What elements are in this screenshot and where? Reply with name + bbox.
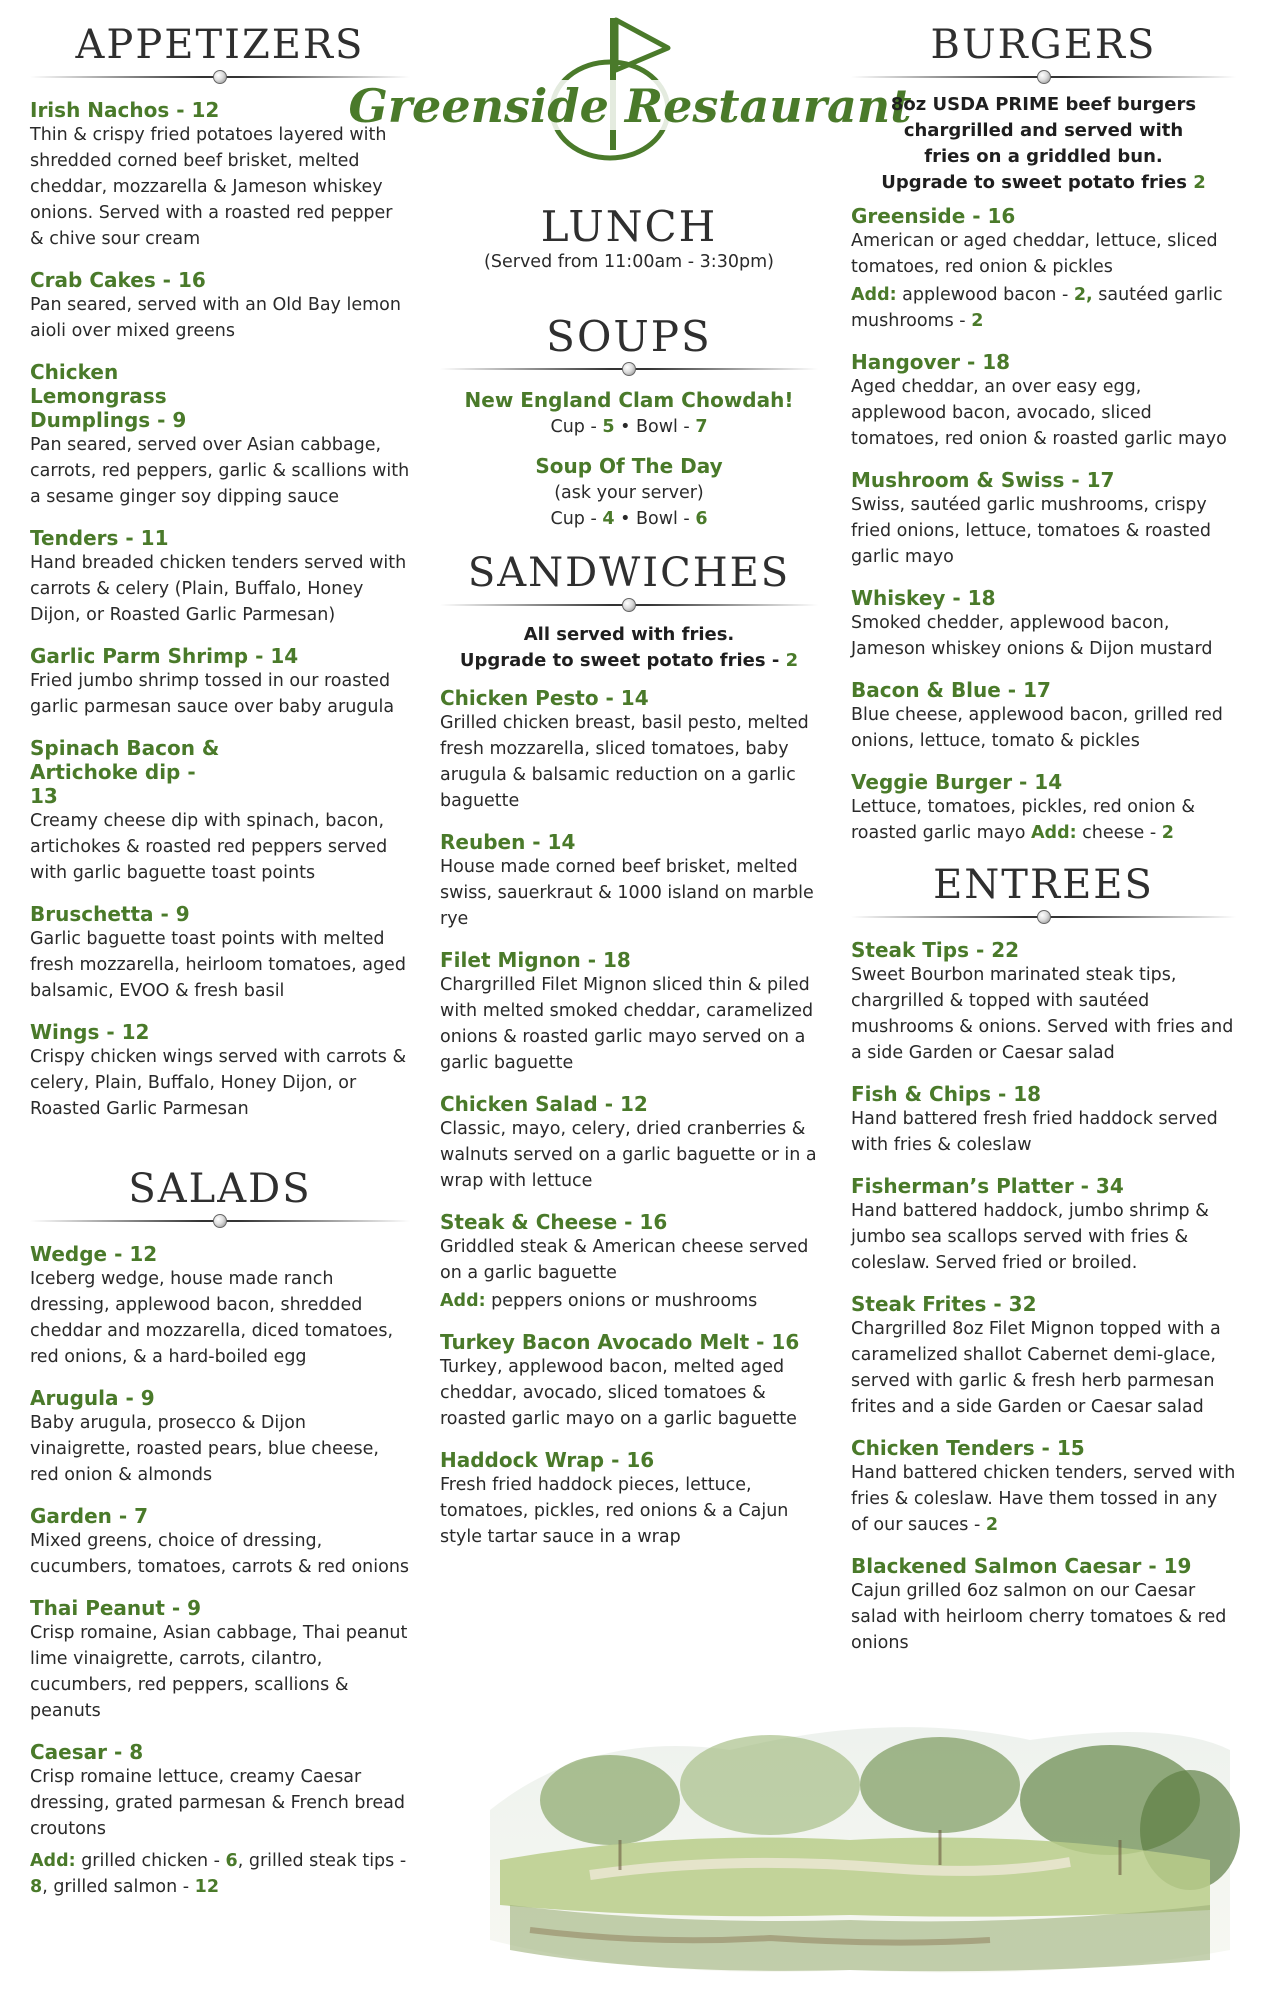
menu-item <box>440 830 818 932</box>
menu-item <box>30 360 410 510</box>
item-description: Iceberg wedge, house made ranch dressing, applewood bacon, shredded cheddar and mozzarella, diced tomatoes, red onions, & a hard-boiled egg <box>30 1269 394 1367</box>
item-description: Thin & crispy fried potatoes layered with shredded corned beef brisket, melted cheddar, mozzarella & Jameson whiskey onions. Served with a roasted red pepper & chive sour cream <box>30 125 393 249</box>
menu-item <box>440 1330 818 1432</box>
bowl-price: 6 <box>695 509 708 529</box>
item-description: Crisp romaine lettuce, creamy Caesar dressing, grated parmesan & French bread croutons <box>30 1767 405 1839</box>
item-name: Turkey Bacon Avocado Melt - 16 <box>440 1330 800 1354</box>
item-name: Bruschetta - 9 <box>30 902 190 926</box>
addon-label: Add: <box>30 1851 76 1871</box>
item-name: Arugula - 9 <box>30 1386 155 1410</box>
item-name: Blackened Salmon Caesar - 19 <box>851 1554 1192 1578</box>
middle-column <box>440 0 818 1566</box>
separator: • <box>614 509 636 529</box>
addon-price: 6 <box>225 1851 238 1871</box>
item-name: Tenders - 11 <box>30 526 169 550</box>
menu-item <box>851 1554 1236 1656</box>
golf-ball-icon <box>1037 70 1051 84</box>
item-description: Pan seared, served over Asian cabbage, carrots, red peppers, garlic & scallions with a sesame ginger soy dipping sauce <box>30 435 410 507</box>
menu-item <box>851 770 1236 846</box>
addon-text: sautéed garlic mushrooms - <box>851 285 1223 331</box>
addon-label: Add: <box>440 1291 486 1311</box>
item-description: Baby arugula, prosecco & Dijon vinaigrette, roasted pears, blue cheese, red onion & almonds <box>30 1413 379 1485</box>
addon-text: peppers onions or mushrooms <box>485 1291 758 1311</box>
item-description: Fresh fried haddock pieces, lettuce, tomatoes, pickles, red onions & a Cajun style tartar sauce in a wrap <box>440 1475 789 1547</box>
burgers-list <box>851 204 1236 846</box>
item-description: Cajun grilled 6oz salmon on our Caesar salad with heirloom cherry tomatoes & red onions <box>851 1581 1227 1653</box>
item-description: Garlic baguette toast points with melted fresh mozzarella, heirloom tomatoes, aged balsamic, EVOO & fresh basil <box>30 929 406 1001</box>
appetizers-list <box>30 98 410 1122</box>
golf-course-painting <box>470 1690 1240 1980</box>
item-description: Crispy chicken wings served with carrots & celery, Plain, Buffalo, Honey Dijon, or Roasted Garlic Parmesan <box>30 1047 407 1119</box>
item-description: Fried jumbo shrimp tossed in our roasted garlic parmesan sauce over baby arugula <box>30 671 395 717</box>
item-description: Smoked chedder, applewood bacon, Jameson whiskey onions & Dijon mustard <box>851 613 1213 659</box>
item-name: Spinach Bacon & Artichoke dip - 13 <box>30 736 220 808</box>
menu-item <box>440 1210 818 1314</box>
item-name: Reuben - 14 <box>440 830 576 854</box>
golf-ball-icon <box>622 362 636 376</box>
section-divider <box>440 598 818 612</box>
soup-note: (ask your server) <box>554 483 704 503</box>
burger-note <box>851 92 1236 196</box>
item-addon <box>440 1288 818 1314</box>
cup-price: 4 <box>602 509 615 529</box>
section-divider <box>851 910 1236 924</box>
soup-prices <box>440 506 818 532</box>
menu-item <box>851 1082 1236 1158</box>
item-name: Whiskey - 18 <box>851 586 996 610</box>
item-name: Caesar - 8 <box>30 1740 144 1764</box>
section-divider <box>30 1214 410 1228</box>
item-description: Turkey, applewood bacon, melted aged cheddar, avocado, sliced tomatoes & roasted garlic mayo on a garlic baguette <box>440 1357 797 1429</box>
item-name: Mushroom & Swiss - 17 <box>851 468 1115 492</box>
menu-item <box>30 902 410 1004</box>
menu-item <box>440 686 818 814</box>
sandwiches-list <box>440 686 818 1550</box>
menu-item <box>851 1436 1236 1538</box>
separator: • <box>614 417 636 437</box>
item-description: Hand battered haddock, jumbo shrimp & jumbo sea scallops served with fries & coleslaw. Served fried or broiled. <box>851 1201 1209 1273</box>
item-name: Steak & Cheese - 16 <box>440 1210 668 1234</box>
item-description: American or aged cheddar, lettuce, sliced tomatoes, red onion & pickles <box>851 231 1218 277</box>
item-name: Bacon & Blue - 17 <box>851 678 1051 702</box>
cup-label: Cup - <box>550 417 603 437</box>
menu-item <box>440 1092 818 1194</box>
item-name: Steak Tips - 22 <box>851 938 1020 962</box>
desc-text: Lettuce, tomatoes, pickles, red onion & roasted garlic mayo <box>851 797 1195 843</box>
golf-ball-icon <box>213 70 227 84</box>
menu-item <box>851 678 1236 754</box>
menu-item <box>30 1242 410 1370</box>
desc-text: Hand battered chicken tenders, served with fries & coleslaw. Have them tossed in any of our sauces - <box>851 1463 1236 1535</box>
menu-item <box>30 644 410 720</box>
item-description: Crisp romaine, Asian cabbage, Thai peanut lime vinaigrette, carrots, cilantro, cucumbers, red peppers, scallions & peanuts <box>30 1623 408 1721</box>
item-name: Thai Peanut - 9 <box>30 1596 202 1620</box>
item-name: Wings - 12 <box>30 1020 150 1044</box>
addon-text: grilled chicken - <box>81 1851 226 1871</box>
menu-item <box>30 736 410 886</box>
section-divider <box>440 362 818 376</box>
item-description: Chargrilled Filet Mignon sliced thin & piled with melted smoked cheddar, caramelized onions & roasted garlic mayo served on a garlic baguette <box>440 975 814 1073</box>
item-description: Aged cheddar, an over easy egg, applewood bacon, avocado, sliced tomatoes, red onion & roasted garlic mayo <box>851 377 1227 449</box>
soups-heading: SOUPS <box>546 312 712 361</box>
item-name: Fisherman’s Platter - 34 <box>851 1174 1124 1198</box>
note-line: Upgrade to sweet potato fries - <box>459 650 786 671</box>
menu-item <box>440 948 818 1076</box>
addon-price: 12 <box>194 1877 219 1897</box>
burgers-heading: BURGERS <box>930 22 1157 68</box>
item-description: House made corned beef brisket, melted swiss, sauerkraut & 1000 island on marble rye <box>440 857 814 929</box>
menu-item <box>851 204 1236 334</box>
bowl-price: 7 <box>695 417 708 437</box>
soup-name: New England Clam Chowdah! <box>464 388 794 412</box>
salad-addons <box>30 1848 410 1900</box>
menu-item <box>851 1174 1236 1276</box>
menu-item <box>30 268 410 344</box>
item-name: Chicken Salad - 12 <box>440 1092 648 1116</box>
item-name: Crab Cakes - 16 <box>30 268 206 292</box>
section-divider <box>851 70 1236 84</box>
salads-heading: SALADS <box>128 1166 312 1212</box>
item-description: Grilled chicken breast, basil pesto, melted fresh mozzarella, sliced tomatoes, baby arugula & balsamic reduction on a garlic baguette <box>440 713 809 811</box>
menu-item <box>30 526 410 628</box>
addon-label: Add: <box>851 285 897 305</box>
item-name: Irish Nachos - 12 <box>30 98 220 122</box>
appetizers-heading: APPETIZERS <box>75 22 365 68</box>
addon-label: Add: <box>1031 823 1077 843</box>
menu-item <box>30 1740 410 1842</box>
menu-item <box>440 1448 818 1550</box>
item-addon <box>851 282 1236 334</box>
addon-text: , grilled steak tips - <box>237 1851 407 1871</box>
menu-item <box>30 1020 410 1122</box>
lunch-heading: LUNCH <box>540 202 718 251</box>
item-description: Pan seared, served with an Old Bay lemon aioli over mixed greens <box>30 295 401 341</box>
left-column <box>30 0 410 1900</box>
cup-price: 5 <box>602 417 615 437</box>
golf-ball-icon <box>213 1214 227 1228</box>
lunch-hours: (Served from 11:00am - 3:30pm) <box>484 252 774 272</box>
menu-item <box>30 1596 410 1724</box>
item-name: Wedge - 12 <box>30 1242 158 1266</box>
cup-label: Cup - <box>550 509 603 529</box>
addon-text: applewood bacon - <box>896 285 1074 305</box>
item-name: Steak Frites - 32 <box>851 1292 1037 1316</box>
item-description: Hand breaded chicken tenders served with carrots & celery (Plain, Buffalo, Honey Dijon, or Roasted Garlic Parmesan) <box>30 553 407 625</box>
item-name: Fish & Chips - 18 <box>851 1082 1042 1106</box>
sandwich-note <box>440 622 818 674</box>
item-description: Mixed greens, choice of dressing, cucumbers, tomatoes, carrots & red onions <box>30 1531 410 1577</box>
bowl-label: Bowl - <box>635 509 696 529</box>
item-name: Veggie Burger - 14 <box>851 770 1063 794</box>
item-description: Chargrilled 8oz Filet Mignon topped with a caramelized shallot Cabernet demi-glace, served with garlic & fresh herb parmesan frites and a side Garden or Caesar salad <box>851 1319 1221 1417</box>
item-name: Garden - 7 <box>30 1504 149 1528</box>
right-column <box>851 0 1236 1672</box>
menu-item <box>851 938 1236 1066</box>
addon-price: 8 <box>30 1877 43 1897</box>
menu-item <box>851 468 1236 570</box>
item-description: Sweet Bourbon marinated steak tips, chargrilled & topped with sautéed mushrooms & onions. Served with fries and a side Garden or Caesar salad <box>851 965 1234 1063</box>
item-description: Classic, mayo, celery, dried cranberries & walnuts served on a garlic baguette or in a wrap with lettuce <box>440 1119 817 1191</box>
salads-list <box>30 1242 410 1900</box>
menu-item <box>851 586 1236 662</box>
item-description: Blue cheese, applewood bacon, grilled red onions, lettuce, tomato & pickles <box>851 705 1223 751</box>
note-text: 8oz USDA PRIME beef burgers chargrilled and served with fries on a griddled bun. Upgrade to sweet potato fries <box>881 94 1197 193</box>
soups-list <box>440 386 818 532</box>
item-name: Chicken Pesto - 14 <box>440 686 649 710</box>
addon-text: , grilled salmon - <box>42 1877 195 1897</box>
item-description <box>851 1460 1236 1538</box>
item-name: Garlic Parm Shrimp - 14 <box>30 644 299 668</box>
note-price: 2 <box>785 650 799 671</box>
golf-ball-icon <box>622 598 636 612</box>
menu-item <box>30 1504 410 1580</box>
item-name: Greenside - 16 <box>851 204 1016 228</box>
desc-price: 2 <box>985 1515 999 1535</box>
soup-prices <box>440 414 818 440</box>
sandwiches-heading: SANDWICHES <box>467 550 791 596</box>
item-description <box>851 794 1236 846</box>
menu-item <box>851 1292 1236 1420</box>
addon-price: 2 <box>971 311 984 331</box>
item-name: Haddock Wrap - 16 <box>440 1448 655 1472</box>
item-description: Creamy cheese dip with spinach, bacon, artichokes & roasted red peppers served with garlic baguette toast points <box>30 811 388 883</box>
menu-item <box>851 350 1236 452</box>
soup-name: Soup Of The Day <box>535 454 723 478</box>
item-description: Hand battered fresh fried haddock served with fries & coleslaw <box>851 1109 1218 1155</box>
note-line: All served with fries. <box>523 624 735 645</box>
entrees-list <box>851 938 1236 1656</box>
item-name: Chicken Tenders - 15 <box>851 1436 1085 1460</box>
item-name: Hangover - 18 <box>851 350 1011 374</box>
menu-item <box>30 1386 410 1488</box>
addon-text: cheese - <box>1076 823 1162 843</box>
entrees-heading: ENTREES <box>933 862 1154 908</box>
golf-ball-icon <box>1037 910 1051 924</box>
addon-price: 2 <box>1161 823 1174 843</box>
note-price: 2 <box>1193 172 1206 193</box>
item-description: Griddled steak & American cheese served on a garlic baguette <box>440 1237 809 1283</box>
item-description: Swiss, sautéed garlic mushrooms, crispy fried onions, lettuce, tomatoes & roasted garlic mayo <box>851 495 1211 567</box>
item-name: Filet Mignon - 18 <box>440 948 631 972</box>
item-name: Chicken Lemongrass Dumplings - 9 <box>30 360 187 432</box>
addon-price: 2, <box>1073 285 1093 305</box>
logo-text: Greenside Restaurant <box>348 79 912 133</box>
bowl-label: Bowl - <box>635 417 696 437</box>
